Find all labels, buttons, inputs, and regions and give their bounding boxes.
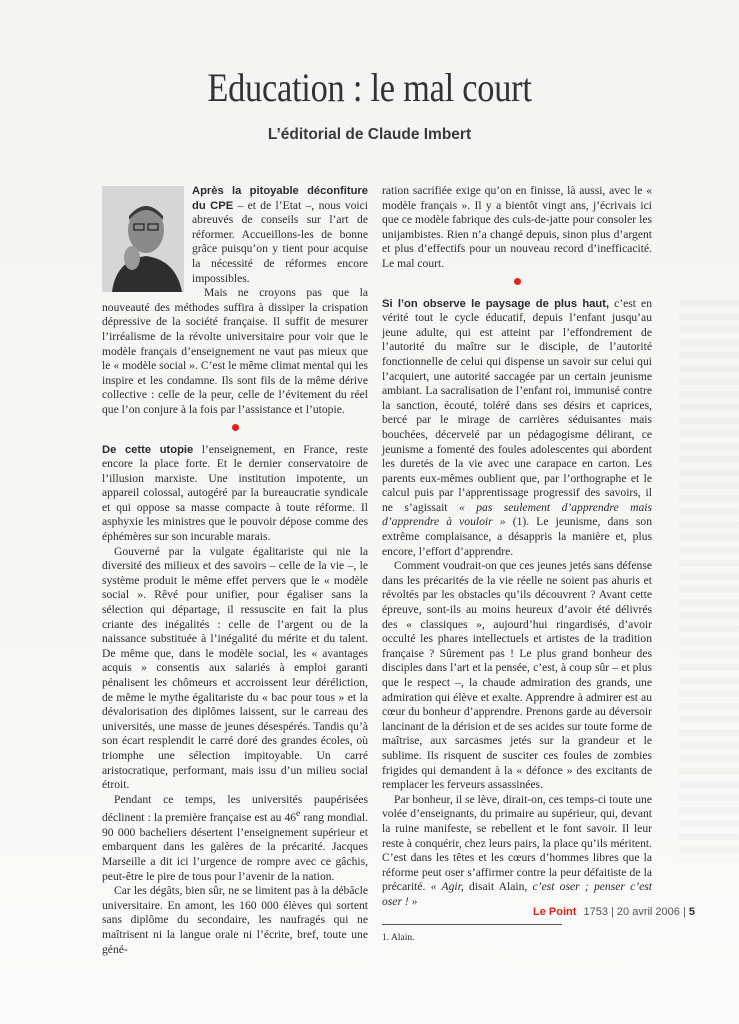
quote-text: « Agir,: [430, 880, 464, 894]
paragraph: Car les dégâts, bien sûr, ne se limitent pas à la débâcle universitaire. En amont, les 160 000 élèves qui sortent sans diplôme du secondaire, les naufragés qui ne maîtrisent ni la langue orale ni l’écrite, bref, toute une géné-: [102, 884, 368, 956]
lead-in-text: Si l’on observe le paysage de plus haut,: [382, 297, 610, 310]
right-column: [382, 184, 652, 945]
paragraph-text: disait Alain,: [463, 880, 533, 894]
quote-text: c’est oser ; penser c’est oser ! »: [382, 880, 652, 908]
paragraph-text: l’enseignement, en France, reste encore la place forte. Et le dernier conservatoire de l’illusion marxiste. Une institution impotente, un appareil colossal, autogéré par la bureaucratie syndicale et qui oppose sa masse compacte à toute réforme. Il asphyxie les ministres que le pouvoir dépose comme des éphémères sur son incurable marais.: [102, 442, 368, 544]
article-subtitle: L’éditorial de Claude Imbert: [267, 126, 472, 143]
magazine-brand: Le Point: [533, 906, 577, 918]
paragraph-text: rang mondial. 90 000 bacheliers désertent l’enseignement supérieur et embarquent dans les galères de la précarité. Jacques Marseille a dit ici l’urgence de rompre avec ce gâchis, peut-être le pire de tous pour l’avenir de la nation.: [102, 811, 368, 883]
paragraph-text: c’est en vérité tout le cycle éducatif, depuis l’enfant jusqu’au jeune adulte, qui est atteint par l’effondrement de l’autorité du maître sur le disciple, de l’autorité fonctionnelle de celui qui dispense un savoir sur celui qui l’acquiert, une autorité saccagée par un certain jeunisme ambiant. La sacralisation de l’enfant roi, immunisé contre la sanction, écouté, toléré dans ses désirs et caprices, bercé par le mirage de carrières séduisantes mais bouchées, décervelé par un pédagogisme délirant, ce jeunisme a fomenté des foules adolescentes qui abordent les duretés de la vie avec une carapace en carton. Les parents eux-mêmes oublient que, par l’orthographe et le calcul puis par l’apprentissage progressif des savoirs, il ne s’agissait: [382, 296, 652, 514]
red-bullet-separator: [232, 424, 239, 431]
left-column: [102, 184, 368, 957]
footnote: 1. Alain.: [382, 932, 415, 943]
paragraph-text: Pendant ce temps, les universités paupérisées déclinent : la première française est au 46: [102, 792, 368, 825]
issue-info: 1753 | 20 avril 2006 |: [583, 906, 686, 918]
bleed-through-shadow: [679, 300, 739, 860]
paragraph: Mais ne croyons pas que la nouveauté des méthodes suffira à dissiper la crispation dépressive de la société française. Il suffit de mesurer l’irréalisme de la révolte universitaire pour voir que le modèle français d’enseignement ne vaut pas mieux que le « modèle social ». C’est le même climat mental qui les inspire et les condamne. Ils sont fils de la même dérive collective : celle de la peur, celle de l’évitement du réel que l’on conjure à la fois par l’assistance et l’utopie.: [102, 286, 368, 416]
lead-in-text: Après la pitoyable déconfiture du CPE: [192, 185, 368, 212]
paragraph: ration sacrifiée exige qu’on en finisse, là aussi, avec le « modèle français ». Il y a bientôt vingt ans, j’écrivais ici que ce modèle fabrique des culs-de-jatte pour consoler les unijambistes. Rien n’a changé depuis, sinon plus d’argent et plus d’effectifs pour un nouveau record d’inefficacité. Le mal court.: [382, 184, 652, 270]
paragraph-text: Par bonheur, il se lève, dirait-on, ces temps-ci toute une volée d’enseignants, du primaire au supérieur, qui, devant la ruine manifeste, se rebellent et le font savoir. Il leur reste à conquérir, chez leurs pairs, la place qu’ils méritent. C’est dans les têtes et les cœurs d’hommes libres que la réforme peut oser s’affirmer contre la peur défaitiste de la précarité.: [382, 792, 652, 894]
superscript: e: [296, 808, 301, 820]
paragraph-text: – et de l’Etat –, nous voici abreuvés de conseils sur l’art de réformer. Accueillons-les de bonne grâce puisqu’on y tient pour acquise la nécessité de réformes encore impossibles.: [192, 198, 369, 285]
paragraph: Gouverné par la vulgate égalitariste qui nie la diversité des milieux et des savoirs – celle de la vie –, le système produit le même effet pervers que le « modèle social ». Rêvé pour unifier, pour égaliser sans la sélection qui départage, il ressuscite en fait la plus criante des inégalités : celle de l’argent ou de la naissance substituée à l’inégalité du mérite et du talent. De même que, dans le modèle social, les « avantages acquis » consentis aux salariés à emploi garanti pénalisent les chômeurs et accroissent leur déréliction, de même le mythe égalitariste du « bac pour tous » et la dévalorisation des diplômes laissent, sur le carreau des universités, une masse de jeunes désespérés. Tandis qu’à son écart resplendit le carré doré des grandes écoles, où triomphe une sélection impitoyable. Un carré aristocratique, performant, mais issu d’un milieu social étroit.: [102, 544, 368, 792]
article-title: Education : le mal court: [207, 65, 532, 110]
quote-text: « pas seulement d’apprendre mais d’apprendre à vouloir »: [382, 500, 653, 529]
author-portrait-photo: [102, 186, 184, 292]
paragraph: Comment voudrait-on que ces jeunes jetés sans défense dans les précarités de la vie réelle ne soient pas ahuris et révoltés par les obstacles qu’ils découvrent ? Avant cette épreuve, sont-ils au moins heureux d’avoir été délivrés des « classiques », aujourd’hui ringardisés, d’avoir occulté les phares intellectuels et artistes de la tradition française ? Sûrement pas ! Le plus grand bonheur des disciples dans l’art et la pensée, c’est, à coup sûr – et plus que le respect –, la chaude admiration des grands, une admiration qui élève et exalte. Apprendre à admirer est au cœur du bonheur d’apprendre. Prenons garde au déversoir lancinant de la dérision et de ses acides sur toute forme de maîtrise, aux sarcasmes jetés sur la grandeur et le sublime. Ils risquent de susciter ces foules de zombies frigides qui demandent à la « défonce » des excitants de remplacer les ferveurs assassinées.: [382, 559, 652, 792]
lead-in-text: De cette utopie: [102, 443, 194, 456]
paragraph: [382, 793, 652, 910]
page-footer: [533, 906, 695, 918]
paragraph-text: (1). Le jeunisme, dans son extrême complaisance, a désappris la manière et, plus encore, l’effort d’apprendre.: [382, 515, 652, 558]
footnote-rule: [382, 924, 562, 925]
red-bullet-separator: [514, 278, 521, 285]
page-number: 5: [688, 906, 695, 918]
paragraph: [102, 793, 368, 884]
